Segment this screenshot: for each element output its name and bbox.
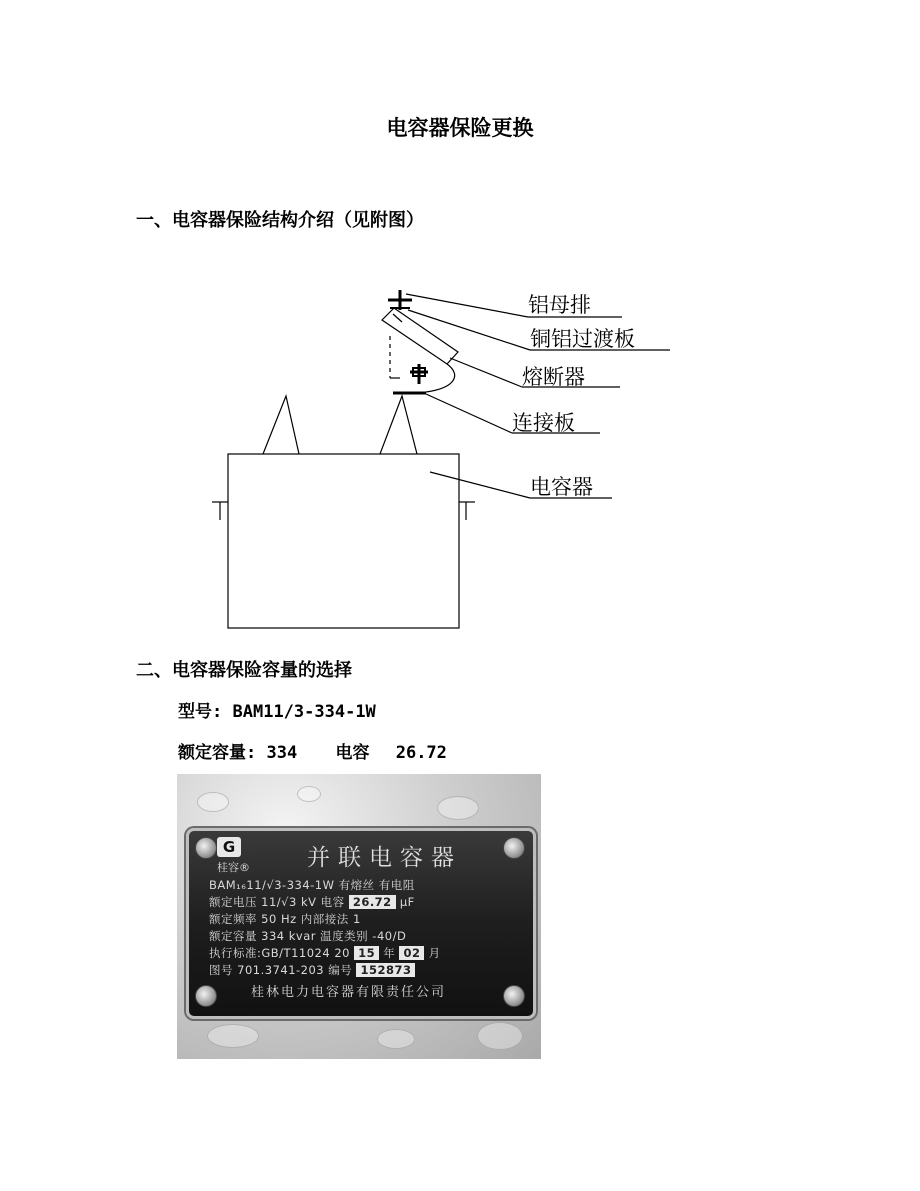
model-line [178, 697, 376, 722]
plate-year-box: 15 [354, 946, 379, 960]
rated-capacity-value: 334 [266, 743, 298, 763]
plate-row-voltage [209, 894, 415, 910]
nameplate-photo [177, 774, 541, 1059]
plate-serial-box: 152873 [356, 963, 415, 977]
manufacturer-logo [217, 837, 251, 877]
plate-row-standard [209, 945, 441, 961]
plate-year-unit: 年 [383, 946, 396, 960]
model-label: 型号: [178, 702, 223, 722]
fuse-body [382, 308, 458, 364]
plate-month-box: 02 [399, 946, 424, 960]
capacitor-nameplate [186, 828, 536, 1019]
plate-row-capacity: 额定容量 334 kvar 温度类别 -40/D [209, 929, 407, 943]
left-bushing [263, 396, 299, 454]
label-connection-plate: 连接板 [512, 411, 575, 435]
plate-capacitance-unit: μF [399, 895, 415, 909]
label-transition-plate: 铜铝过渡板 [530, 327, 635, 351]
plate-month-unit: 月 [428, 946, 441, 960]
page-title: 电容器保险更换 [386, 115, 534, 140]
right-bushing [380, 396, 417, 454]
plate-voltage-text: 额定电压 11/√3 kV 电容 [209, 895, 345, 909]
plate-manufacturer: 桂林电力电容器有限责任公司 [251, 985, 447, 1000]
label-capacitor: 电容器 [530, 475, 593, 499]
plate-drawing-text: 图号 701.3741-203 编号 [209, 963, 353, 977]
plate-row-frequency: 额定频率 50 Hz 内部接法 1 [209, 912, 361, 926]
logo-text: 桂容® [217, 861, 250, 874]
label-fuse: 熔断器 [522, 365, 585, 389]
plate-heading: 并联电容器 [307, 845, 462, 871]
plate-capacitance-box: 26.72 [349, 895, 396, 909]
plate-standard-text: 执行标准:GB/T11024 20 [209, 946, 350, 960]
fuse-structure-diagram [200, 280, 700, 640]
model-value: BAM11/3-334-1W [232, 702, 376, 722]
plate-row-model: BAM₁₆11/√3-334-1W 有熔丝 有电阻 [209, 878, 415, 892]
capacitor-body [228, 454, 459, 628]
rating-line [178, 738, 447, 763]
plate-row-drawing [209, 962, 415, 978]
section-heading-capacity: 二、电容器保险容量的选择 [136, 660, 352, 681]
logo-letter: G [217, 837, 241, 857]
capacitance-label: 电容 [335, 743, 370, 763]
capacitance-value: 26.72 [395, 743, 447, 763]
label-aluminum-busbar: 铝母排 [528, 293, 591, 317]
rated-capacity-label: 额定容量: [178, 743, 257, 763]
section-heading-structure: 一、电容器保险结构介绍（见附图） [136, 210, 424, 231]
